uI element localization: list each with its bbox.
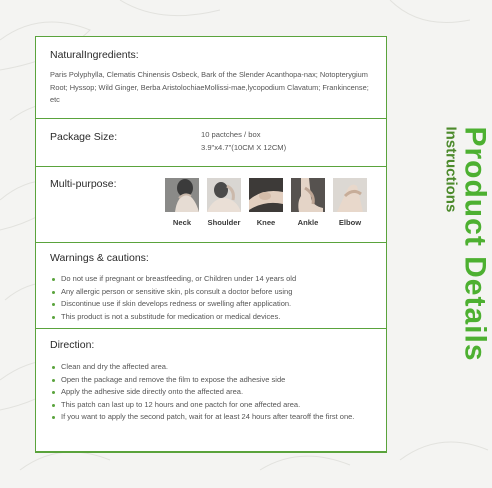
ankle-photo — [291, 178, 325, 212]
details-panel — [35, 36, 387, 453]
warning-item: Any allergic person or sensitive skin, pls consult a doctor before using — [50, 286, 376, 299]
label-knee: Knee — [256, 218, 276, 227]
ingredients-section — [36, 37, 386, 119]
direction-item: Open the package and remove the film to expose the adhesive side — [50, 374, 376, 387]
label-elbow: Elbow — [338, 218, 362, 227]
direction-section — [36, 329, 386, 452]
warning-item: This product is not a substitude for medication or medical devices. — [50, 311, 376, 324]
warnings-section — [36, 243, 386, 329]
direction-item: Apply the adhesive side directly onto the affected area. — [50, 386, 376, 399]
knee-photo — [249, 178, 283, 212]
package-dimensions: 3.9"x4.7"(10CM X 12CM) — [201, 143, 287, 152]
direction-item: If you want to apply the second patch, wait for at least 24 hours after tearoff the first one. — [50, 411, 376, 424]
direction-item: Clean and dry the affected area. — [50, 361, 376, 374]
direction-item: This patch can last up to 12 hours and one pactch for one affected area. — [50, 399, 376, 412]
label-shoulder: Shoulder — [207, 218, 241, 227]
direction-list — [50, 361, 376, 424]
neck-photo — [165, 178, 199, 212]
label-ankle: Ankle — [297, 218, 319, 227]
warnings-list — [50, 273, 376, 323]
instructions-subtitle: Instructions — [442, 126, 460, 213]
product-details-title: Product Details — [458, 126, 492, 362]
warnings-title: Warnings & cautions: — [50, 252, 149, 264]
ingredients-text: Paris Polyphylla, Clematis Chinensis Osbeck, Bark of the Slender Acanthopa-nax; Notopterygium Root; Hyssop; Wild Ginger, Berba AristolochiaeMollissi-mae,lycopodium Clavatum; Frankincense; etc — [50, 70, 369, 104]
label-neck: Neck — [172, 218, 192, 227]
package-title: Package Size: — [50, 131, 118, 143]
package-count: 10 pactches / box — [201, 130, 261, 139]
warning-item: Do not use if pregnant or breastfeeding, or Children under 14 years old — [50, 273, 376, 286]
elbow-photo — [333, 178, 367, 212]
direction-title: Direction: — [50, 339, 95, 351]
package-section — [36, 119, 386, 167]
warning-item: Discontinue use if skin develops redness or swelling after application. — [50, 298, 376, 311]
ingredients-title: NaturalIngredients: — [50, 49, 139, 61]
shoulder-photo — [207, 178, 241, 212]
multipurpose-title: Multi-purpose: — [50, 178, 117, 190]
